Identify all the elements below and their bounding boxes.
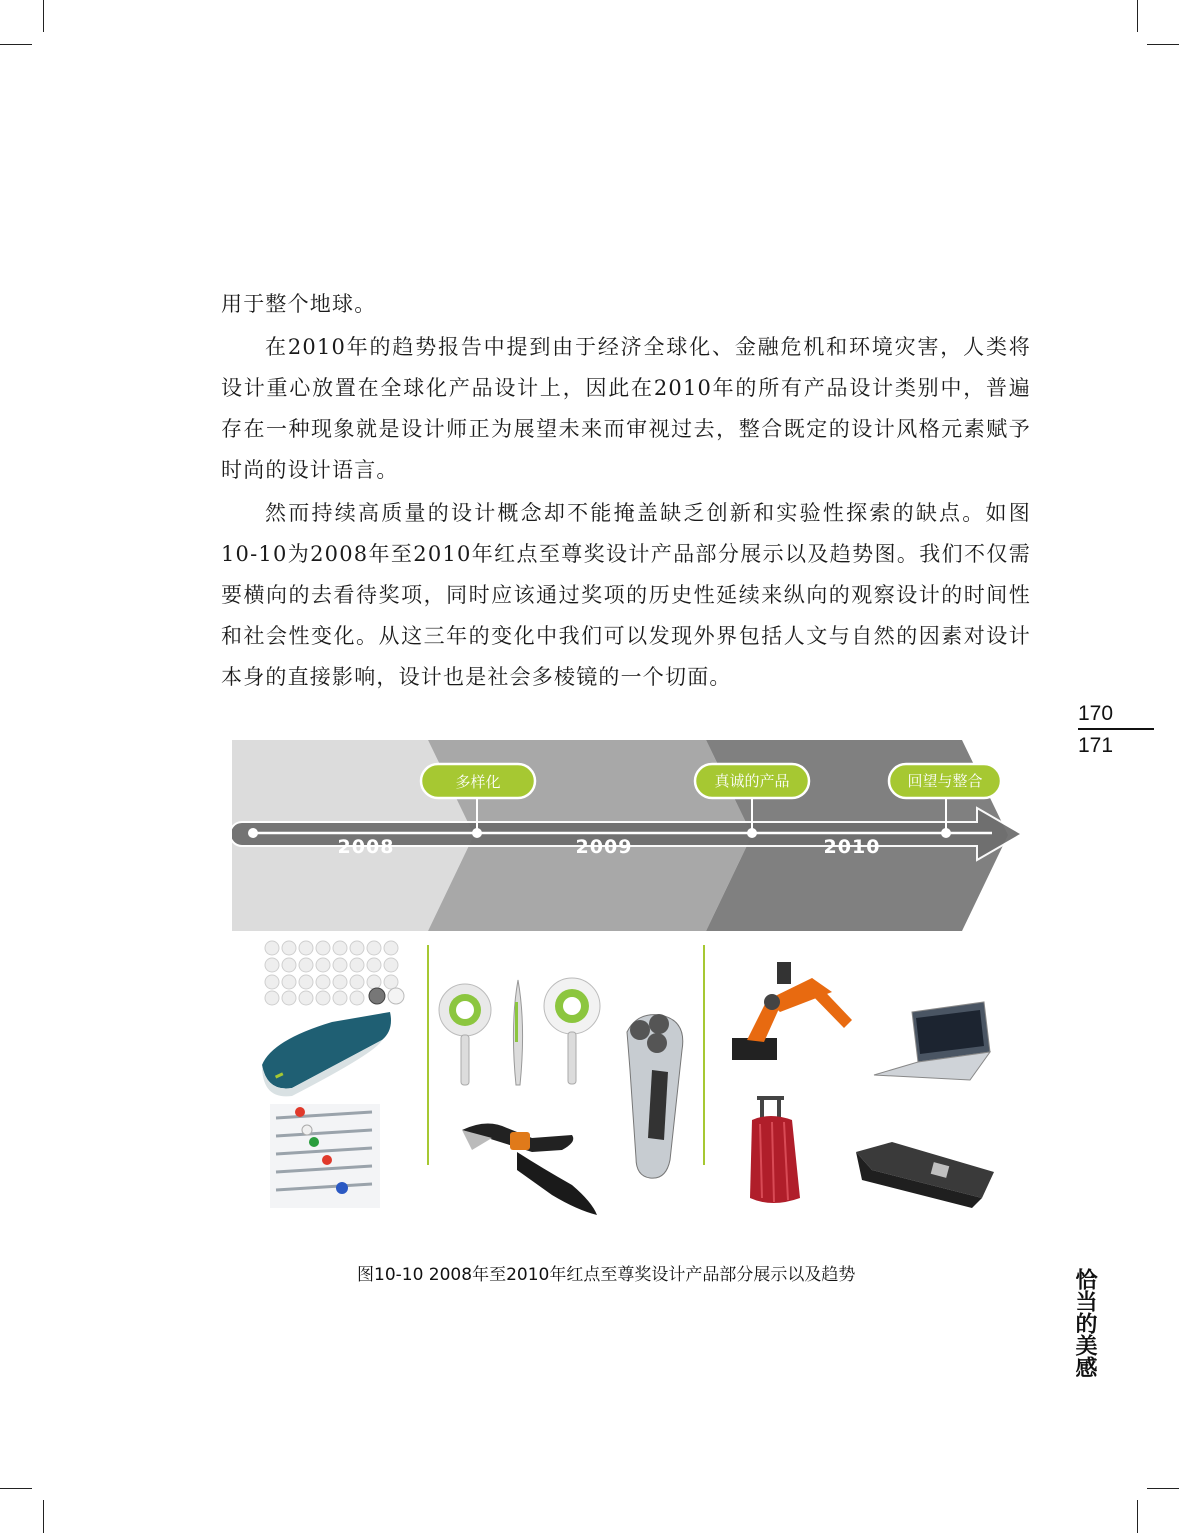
shower-head-icon [439,978,600,1085]
electric-shaver-icon [627,1014,683,1178]
figure-caption: 图10-10 2008年至2010年红点至尊奖设计产品部分展示以及趋势 [357,1265,856,1285]
crop-mark [1137,0,1138,32]
year-label-2008: 2008 [337,836,395,858]
trend-label-review [889,764,1001,798]
trend-label-text: 多样化 [455,773,501,791]
crop-mark [43,0,44,32]
paragraph: 然而持续高质量的设计概念却不能掩盖缺乏创新和实验性探索的缺点。如图10-10为2008年至2010年红点至尊奖设计产品部分展示以及趋势图。我们不仅需要横向的去看待奖项，同时应该通过奖项的历史性延续来纵向的观察设计的时间性和社会性变化。从这三年的变化中我们可以发现外界包括人文与自然的因素对设计本身的直接影响，设计也是社会多棱镜的一个切面。 [221,501,1031,689]
crop-mark [43,1500,44,1533]
timeline-graphic [232,740,1032,1240]
paragraph: 在2010年的趋势报告中提到由于经济全球化、金融危机和环境灾害，人类将设计重心放置在全球化产品设计上，因此在2010年的所有产品设计类别中，普遍存在一种现象就是设计师正为展望未来而审视过去，整合既定的设计风格元素赋予时尚的设计语言。 [221,335,1031,482]
page-number-right: 171 [1078,733,1114,757]
trend-label-text: 回望与整合 [907,772,983,790]
trend-label-diversity [421,764,535,798]
year-label-2009: 2009 [575,836,633,858]
body-text [221,284,1031,698]
page-numbers [1078,700,1154,760]
year-label-2010: 2010 [823,836,881,858]
speaker-bar-icon [856,1142,994,1208]
crop-mark [1147,1488,1179,1489]
trend-label-sincere [695,764,809,798]
pruning-shears-icon [462,1123,597,1215]
trend-figure [232,740,1032,1240]
crop-mark [0,44,32,45]
syringe-set-icon [270,1104,380,1208]
timeline-dot [248,828,258,838]
chapter-side-title: 恰当的美感 [1072,1268,1097,1378]
laptop-icon [874,1002,990,1080]
crop-mark [1137,1500,1138,1533]
paragraph: 用于整个地球。 [221,292,377,316]
trend-label-text: 真诚的产品 [714,772,790,790]
teal-remote-icon [262,1012,391,1096]
page-number-left: 170 [1078,702,1114,725]
industrial-robot-icon [732,962,852,1060]
crop-mark [1147,44,1179,45]
crop-mark [0,1488,32,1489]
led-light-panel-icon [265,941,404,1005]
suitcase-icon [750,1096,800,1203]
